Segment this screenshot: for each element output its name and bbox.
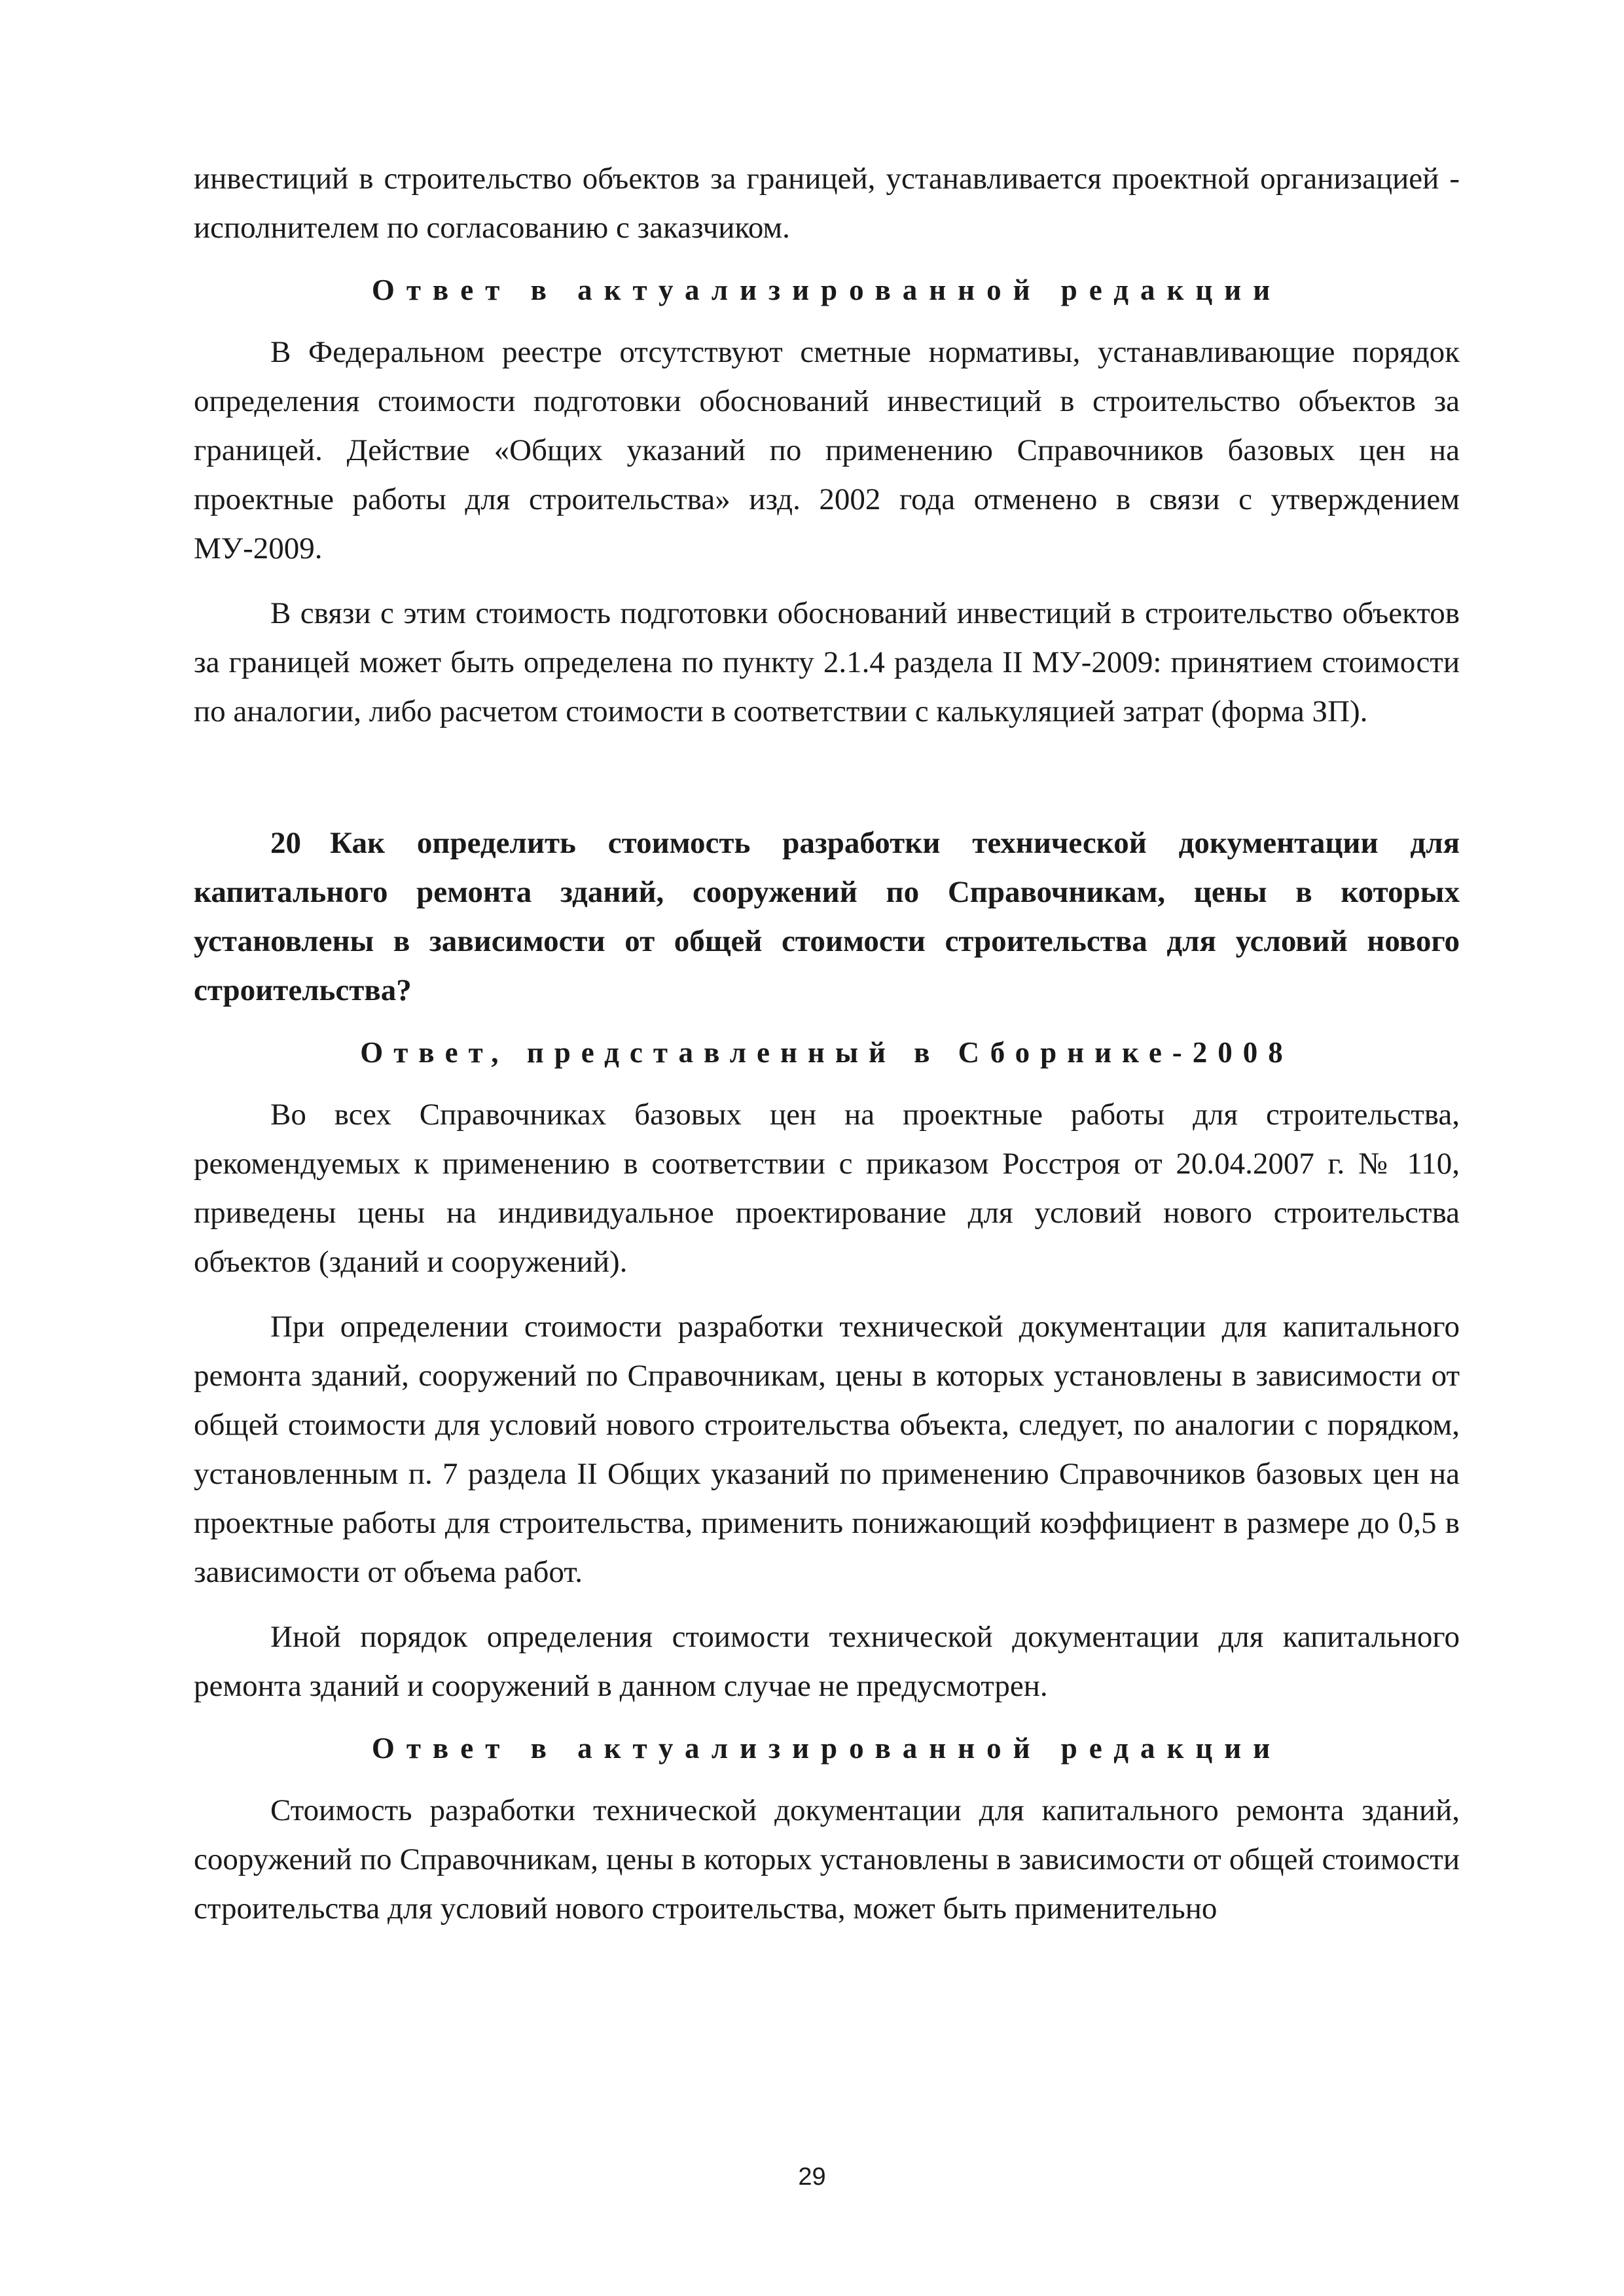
body-paragraph: В связи с этим стоимость подготовки обоснований инвестиций в строительство объектов за границей может быть определена по пункту 2.1.4 раздела II МУ-2009: принятием стоимости по аналогии, либо расчетом стоимости в соответствии с калькуляцией затрат (форма ЗП). (194, 596, 1460, 728)
document-page (194, 154, 1460, 1933)
body-paragraph: Во всех Справочниках базовых цен на проектные работы для строительства, рекомендуемых к применению в соответствии с приказом Росстроя от 20.04.2007 г. № 110, приведены цены на индивидуальное проектирование для условий нового строительства объектов (зданий и сооружений). (194, 1098, 1460, 1279)
section-spacer (194, 736, 1460, 819)
body-paragraph: При определении стоимости разработки технической документации для капитального ремонта зданий, сооружений по Справочникам, цены в которых установлены в зависимости от общей стоимости для условий нового строительства объекта, следует, по аналогии с порядком, установленным п. 7 раздела II Общих указаний по применению Справочников базовых цен на проектные работы для строительства, применить понижающий коэффициент в размере до 0,5 в зависимости от объема работ. (194, 1310, 1460, 1589)
answer-heading-2008: Ответ, представленный в Сборнике-2008 (360, 1036, 1293, 1069)
question-text: Как определить стоимость разработки технической документации для капитального ремонта зданий, сооружений по Справочникам, цены в которых установлены в зависимости от общей стоимости строительства для условий нового строительства? (194, 826, 1460, 1007)
question-number: 20 (270, 826, 301, 860)
continuation-paragraph: инвестиций в строительство объектов за границей, устанавливается проектной организацией - исполнителем по согласованию с заказчиком. (194, 162, 1460, 245)
page-number: 29 (798, 2163, 826, 2191)
body-paragraph: Иной порядок определения стоимости технической документации для капитального ремонта зданий и сооружений в данном случае не предусмотрен. (194, 1620, 1460, 1703)
body-paragraph: В Федеральном реестре отсутствуют сметные нормативы, устанавливающие порядок определения стоимости подготовки обоснований инвестиций в строительство объектов за границей. Действие «Общих указаний по применению Справочников базовых цен на проектные работы для строительства» изд. 2002 года отменено в связи с утверждением МУ-2009. (194, 335, 1460, 565)
answer-heading-updated: Ответ в актуализированной редакции (371, 274, 1282, 306)
question-heading (194, 819, 1460, 1015)
body-paragraph: Стоимость разработки технической документации для капитального ремонта зданий, сооружений по Справочникам, цены в которых установлены в зависимости от общей стоимости строительства для условий нового строительства, может быть применительно (194, 1793, 1460, 1926)
answer-heading-updated: Ответ в актуализированной редакции (371, 1732, 1282, 1765)
